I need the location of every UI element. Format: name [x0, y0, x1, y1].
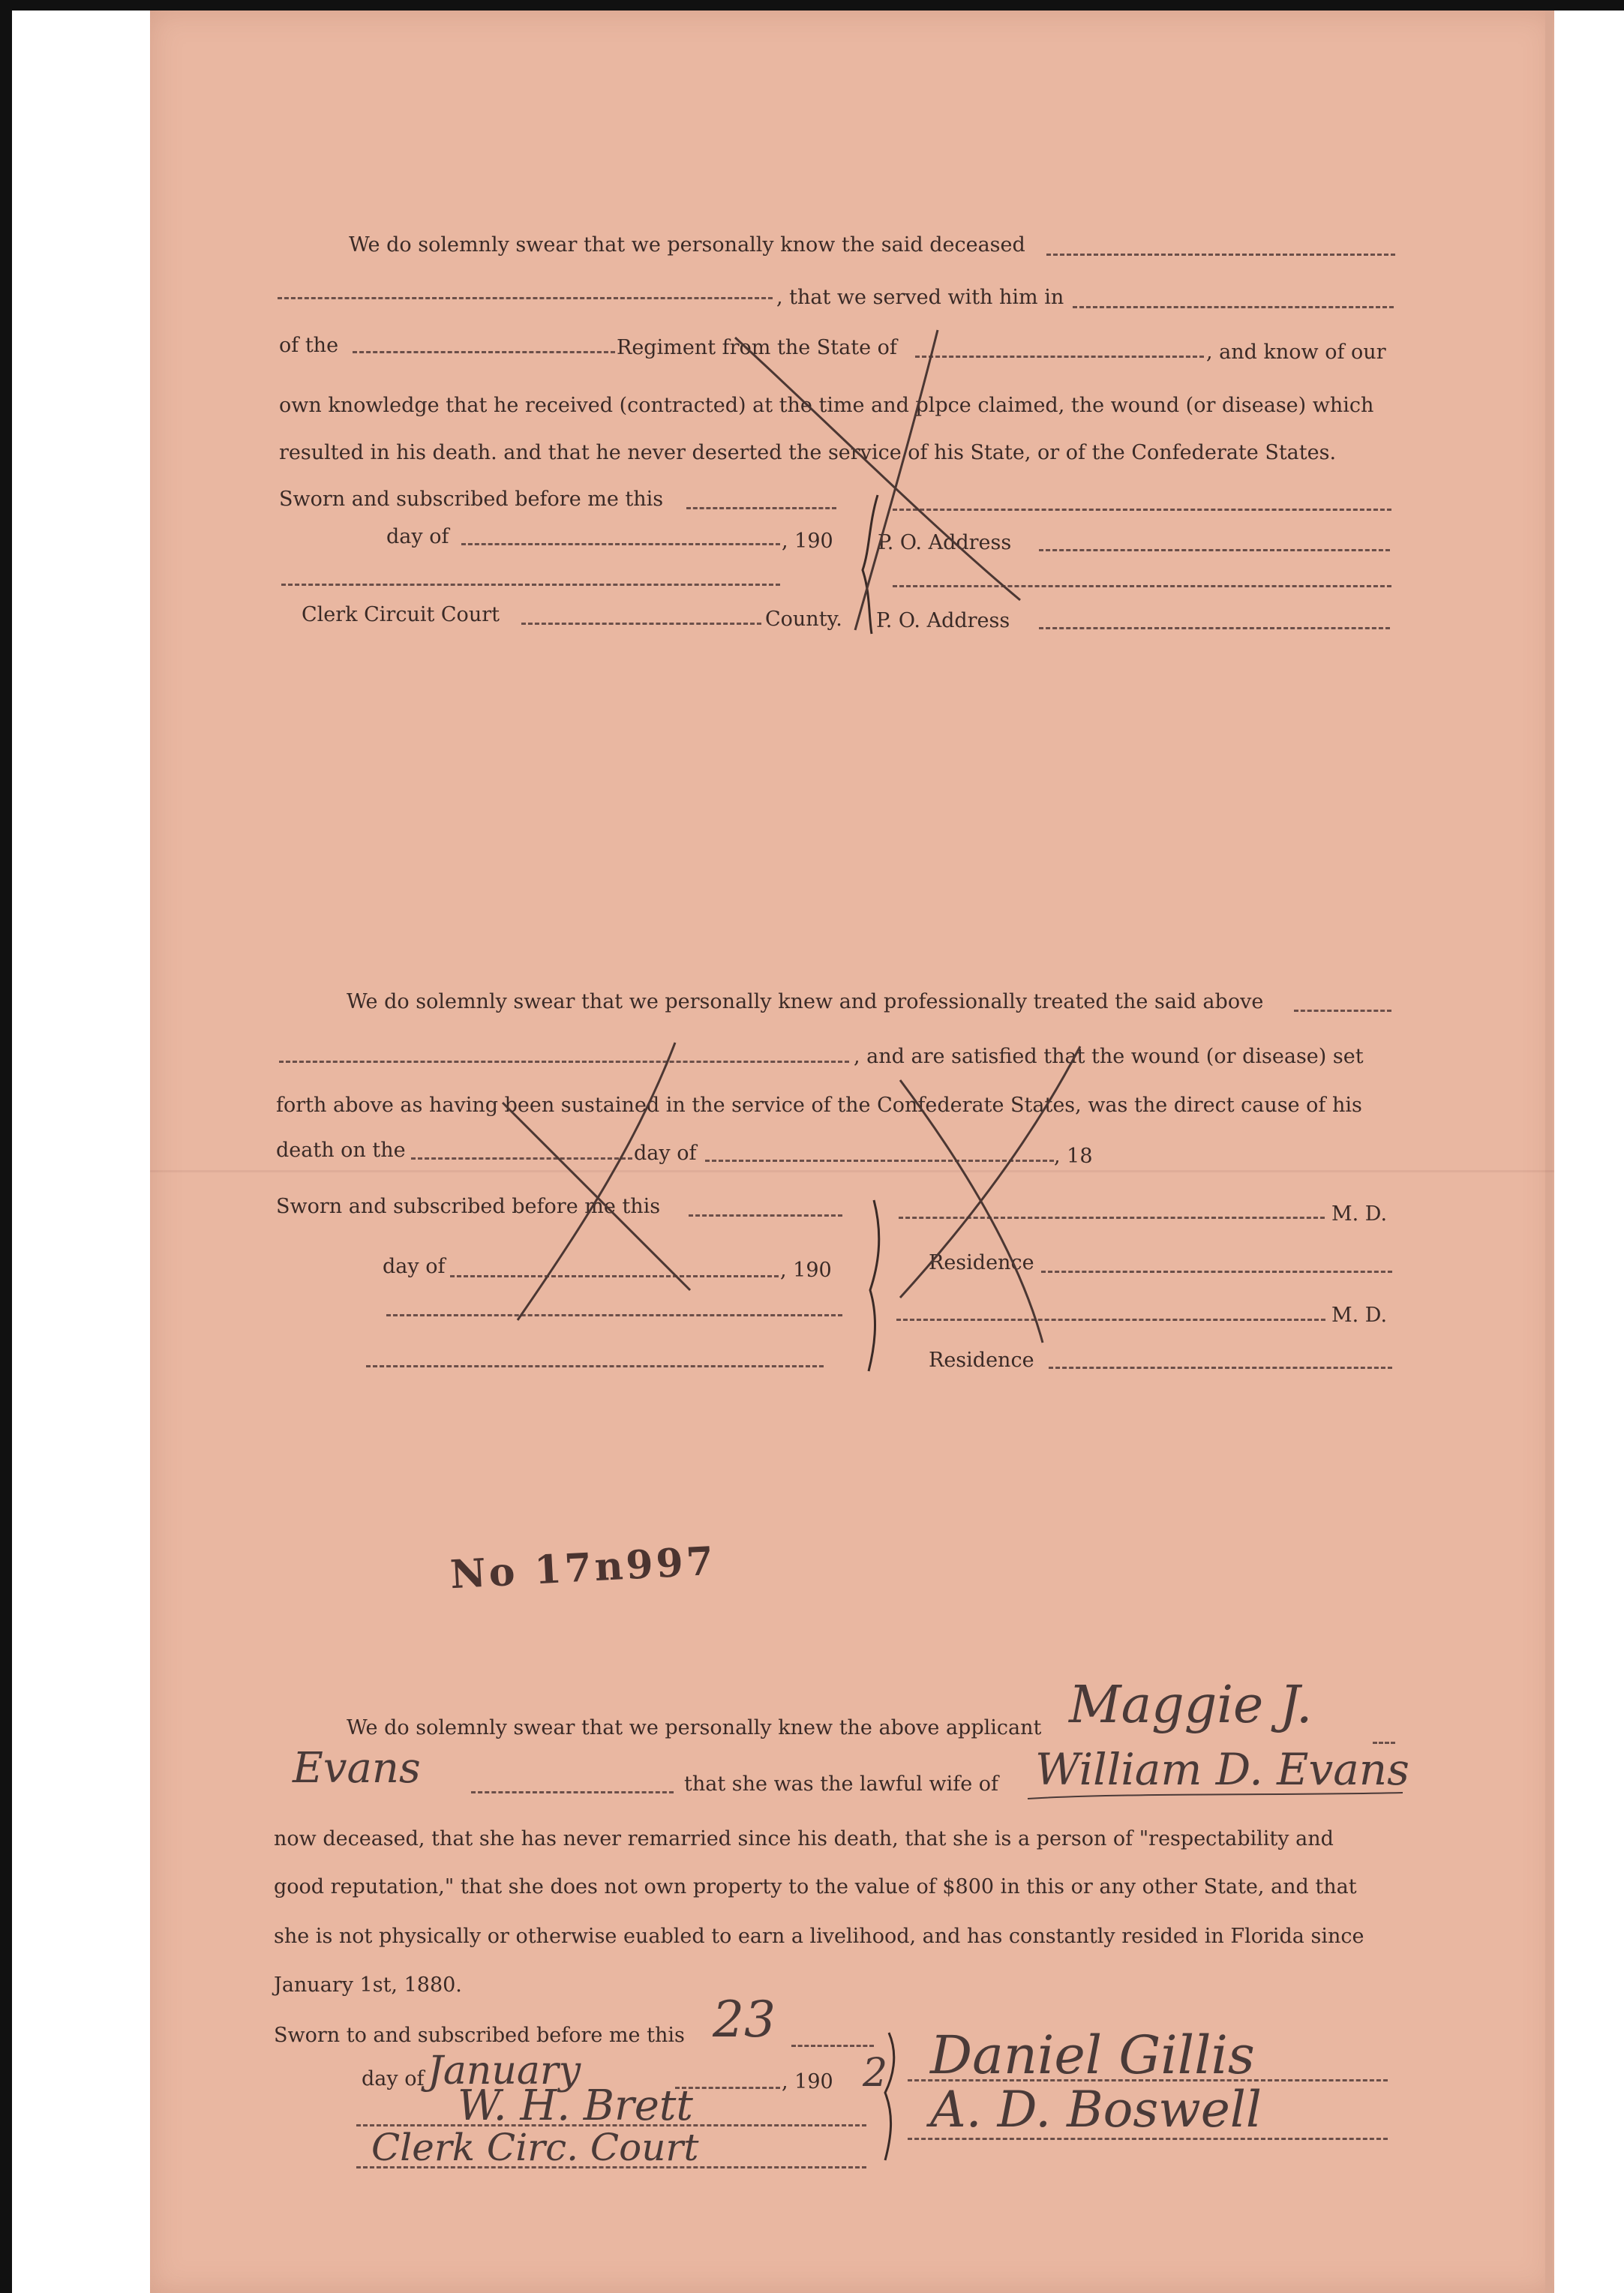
residence-label-1: Residence — [929, 1251, 1034, 1274]
comrades-day-of: day of — [386, 525, 449, 548]
physician-year: , 190 — [780, 1259, 832, 1282]
cross-out-stroke-2d — [900, 1080, 1043, 1343]
brace-3 — [885, 2033, 894, 2160]
applicant-line-5: she is not physically or otherwise euabled to earn a livelihood, and has constantly resided in Florida since — [274, 1925, 1364, 1948]
comrades-line-3a: of the — [279, 334, 339, 357]
comrades-line-1: We do solemnly swear that we personally know the said deceased — [349, 233, 1025, 257]
physician-line-2: , and are satisfied that the wound (or disease) set — [854, 1045, 1364, 1068]
residence-label-2: Residence — [929, 1349, 1034, 1372]
applicant-line-3: now deceased, that she has never remarried since his death, that she is a person of "respectability and — [274, 1827, 1334, 1850]
comrades-line-2: , that we served with him in — [776, 286, 1064, 309]
physician-day-of: day of — [383, 1255, 446, 1278]
cross-out-stroke-1a — [855, 330, 938, 630]
sworn-month-handwritten: January — [428, 2048, 581, 2093]
md-label-2: M. D. — [1331, 1304, 1388, 1327]
po-address-label-1: P. O. Address — [878, 531, 1012, 554]
sworn-day-handwritten: 23 — [713, 1991, 776, 2048]
cross-out-stroke-2b — [503, 1103, 690, 1290]
applicant-day-of: day of — [362, 2067, 425, 2090]
witness-signature-1: Daniel Gillis — [930, 2024, 1255, 2086]
applicant-year: , 190 — [782, 2070, 833, 2093]
comrades-line-3c: , and know of our — [1206, 341, 1386, 364]
physician-line-1: We do solemnly swear that we personally knew and professionally treated the said above — [347, 990, 1264, 1013]
husband-name: William D. Evans — [1035, 1744, 1409, 1795]
cross-out-stroke-1b — [735, 338, 1020, 600]
death-year-label: , 18 — [1054, 1145, 1093, 1168]
death-day-of-label: day of — [634, 1142, 697, 1165]
applicant-year-digit: 2 — [863, 2051, 888, 2096]
brace-1 — [863, 495, 878, 634]
comrades-line-4: own knowledge that he received (contracted) at the time and plpce claimed, the wound (or disease) which — [279, 394, 1374, 417]
cross-out-stroke-2c — [900, 1046, 1080, 1298]
physician-line-3: forth above as having been sustained in the service of the Confederate States, was the direct cause of his — [276, 1094, 1362, 1117]
po-address-label-2: P. O. Address — [876, 609, 1010, 632]
death-on-label: death on the — [276, 1139, 406, 1162]
clerk-signature: W. H. Brett — [458, 2081, 693, 2130]
brace-2 — [869, 1200, 879, 1371]
comrades-line-3b: Regiment from the State of — [617, 336, 897, 359]
md-label-1: M. D. — [1331, 1202, 1388, 1226]
applicant-sworn-text: Sworn to and subscribed before me this — [274, 2024, 685, 2047]
applicant-line-4: good reputation," that she does not own property to the value of $800 in this or any other State, and that — [274, 1875, 1357, 1898]
comrades-sworn-text: Sworn and subscribed before me this — [279, 488, 664, 511]
applicant-first-name: Maggie J. — [1069, 1676, 1313, 1735]
cross-out-stroke-2a — [518, 1043, 675, 1320]
applicant-last-name: Evans — [293, 1744, 421, 1793]
comrades-year: , 190 — [782, 530, 833, 553]
wife-of-label: that she was the lawful wife of — [684, 1772, 999, 1796]
comrades-line-5: resulted in his death. and that he never deserted the service of his State, or of the Confederate States. — [279, 441, 1337, 464]
clerk-circuit-court-label: Clerk Circuit Court — [302, 603, 500, 626]
applicant-line-1: We do solemnly swear that we personally knew the above applicant — [347, 1716, 1042, 1739]
county-label: County. — [765, 608, 842, 631]
clerk-title-handwritten: Clerk Circ. Court — [371, 2126, 699, 2169]
file-number-stamp: No 17n997 — [449, 1538, 718, 1598]
physician-sworn-text: Sworn and subscribed before me this — [276, 1195, 661, 1218]
witness-signature-2: A. D. Boswell — [930, 2081, 1262, 2138]
husband-name-underline — [1028, 1793, 1403, 1799]
applicant-line-6: January 1st, 1880. — [274, 1973, 462, 1997]
